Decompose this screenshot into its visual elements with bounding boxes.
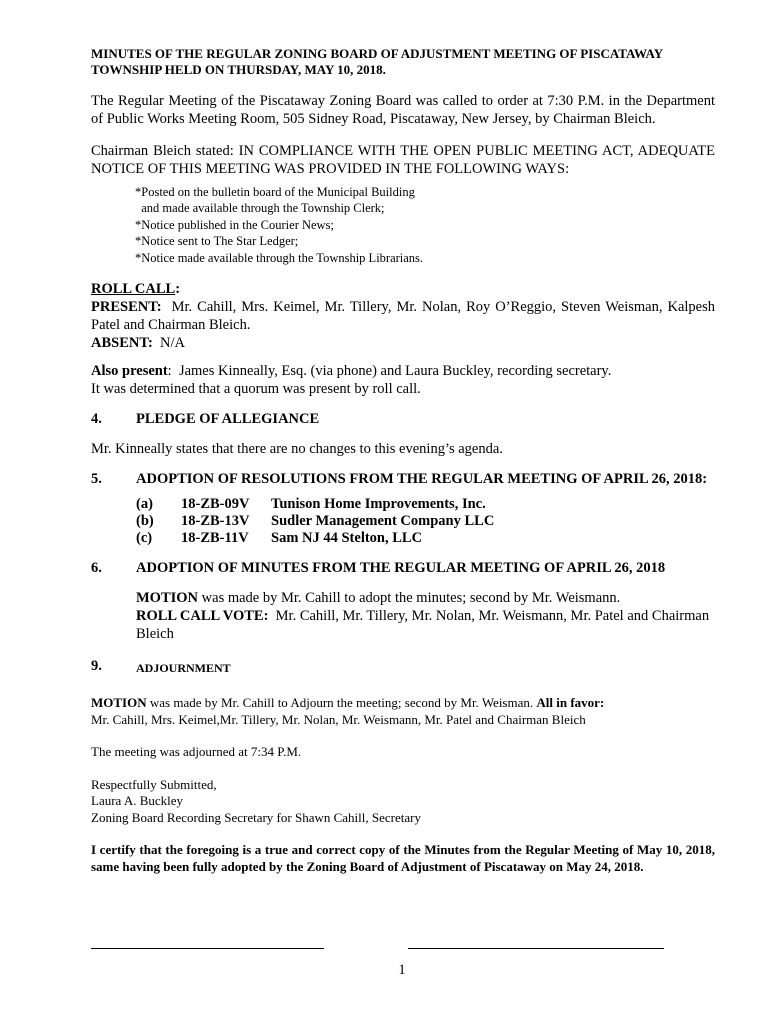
document-page (91, 46, 715, 875)
resolution-name: Sudler Management Company LLC (271, 513, 495, 530)
resolution-code: 18-ZB-09V (181, 496, 250, 513)
chairman-statement: Chairman Bleich stated: IN COMPLIANCE WITH THE OPEN PUBLIC MEETING ACT, ADEQUATE NOTICE OF THIS MEETING WAS PROVIDED IN THE FOLLOWING WAYS: (91, 143, 715, 177)
quorum-text: It was determined that a quorum was present by roll call. (91, 381, 421, 398)
list-item: *Posted on the bulletin board of the Municipal Building (135, 185, 415, 199)
motion-label: MOTION (136, 590, 199, 607)
notice-list (135, 184, 715, 266)
all-in-favor-label: All in favor: (536, 695, 605, 711)
document-title: MINUTES OF THE REGULAR ZONING BOARD OF ADJUSTMENT MEETING OF PISCATAWAY TOWNSHIP HELD ON THURSDAY, MAY 10, 2018. (91, 46, 663, 77)
adjourned-time: The meeting was adjourned at 7:34 P.M. (91, 744, 302, 760)
signoff-block (91, 777, 715, 827)
resolutions-table (136, 496, 494, 547)
section-title: PLEDGE OF ALLEGIANCE (136, 411, 320, 428)
absent-label: ABSENT: (91, 335, 153, 352)
list-item: *Notice sent to The Star Ledger; (135, 234, 299, 249)
resolution-code: 18-ZB-11V (181, 530, 249, 547)
list-item: and made available through the Township Clerk; (135, 201, 385, 216)
section-number: 9. (91, 658, 102, 675)
adjourn-motion-block (91, 695, 715, 728)
signoff-line: Laura A. Buckley (91, 793, 184, 809)
absent-text: N/A (160, 335, 186, 352)
resolution-name: Sam NJ 44 Stelton, LLC (271, 530, 423, 547)
signature-line-right (408, 948, 664, 949)
signoff-line: Respectfully Submitted, (91, 776, 217, 792)
table-row (136, 530, 494, 547)
section-5-heading (91, 470, 715, 488)
section-6-body (136, 589, 715, 643)
also-present-label: Also present (91, 363, 168, 380)
section-title: ADJOURNMENT (136, 661, 231, 676)
list-item: *Notice published in the Courier News; (135, 217, 334, 232)
intro-paragraph: The Regular Meeting of the Piscataway Zoning Board was called to order at 7:30 P.M. in the Department of Public Works Meeting Room, 505 Sidney Road, Piscataway, New Jersey, by Chairman Bleich. (91, 93, 715, 127)
motion-text: was made by Mr. Cahill to adopt the minutes; second by Mr. Weismann. (198, 590, 621, 607)
present-label: PRESENT: (91, 299, 162, 316)
section-title: ADOPTION OF MINUTES FROM THE REGULAR MEETING OF APRIL 26, 2018 (136, 560, 666, 577)
section-number: 6. (91, 560, 102, 577)
section-number: 5. (91, 471, 102, 488)
section-number: 4. (91, 411, 102, 428)
signoff-line: Zoning Board Recording Secretary for Shawn Cahill, Secretary (91, 809, 421, 825)
vote-label: ROLL CALL VOTE: (136, 608, 269, 625)
signature-lines (91, 948, 715, 950)
motion-label: MOTION (91, 695, 147, 711)
resolution-code: 18-ZB-13V (181, 513, 250, 530)
present-text: Mr. Cahill, Mrs. Keimel, Mr. Tillery, Mr. Nolan, Roy O’Reggio, Steven Weisman, Kalpesh Patel and Chairman Bleich. (91, 299, 715, 334)
resolution-letter: (c) (136, 530, 153, 547)
all-in-favor-text: Mr. Cahill, Mrs. Keimel,Mr. Tillery, Mr. Nolan, Mr. Weismann, Mr. Patel and Chairman Bleich (91, 711, 586, 727)
resolution-letter: (b) (136, 513, 154, 530)
certification-statement: I certify that the foregoing is a true and correct copy of the Minutes from the Regular Meeting of May 10, 2018, same having been fully adopted by the Zoning Board of Adjustment of Piscataway on May 24, 2018. (91, 842, 715, 874)
page-number: 1 (398, 962, 406, 978)
list-item: *Notice made available through the Township Librarians. (135, 250, 424, 265)
table-row (136, 496, 494, 513)
section-title: ADOPTION OF RESOLUTIONS FROM THE REGULAR MEETING OF APRIL 26, 2018: (136, 471, 708, 488)
resolution-name: Tunison Home Improvements, Inc. (271, 496, 486, 513)
roll-call-colon: : (175, 281, 181, 298)
roll-call-block (91, 280, 715, 352)
section-4-heading (91, 410, 715, 428)
motion-text: was made by Mr. Cahill to Adjourn the meeting; second by Mr. Weisman. (146, 695, 537, 711)
also-present-text: : James Kinneally, Esq. (via phone) and Laura Buckley, recording secretary. (167, 363, 612, 380)
section-4-text: Mr. Kinneally states that there are no changes to this evening’s agenda. (91, 441, 503, 458)
table-row (136, 513, 494, 530)
vote-text: Mr. Cahill, Mr. Tillery, Mr. Nolan, Mr. Weismann, Mr. Patel and Chairman Bleich (136, 608, 713, 643)
section-9-heading (91, 657, 715, 677)
signature-line-left (91, 948, 324, 949)
roll-call-heading: ROLL CALL (91, 281, 176, 298)
resolution-letter: (a) (136, 496, 153, 513)
also-present-block (91, 362, 715, 398)
section-6-heading (91, 559, 715, 577)
